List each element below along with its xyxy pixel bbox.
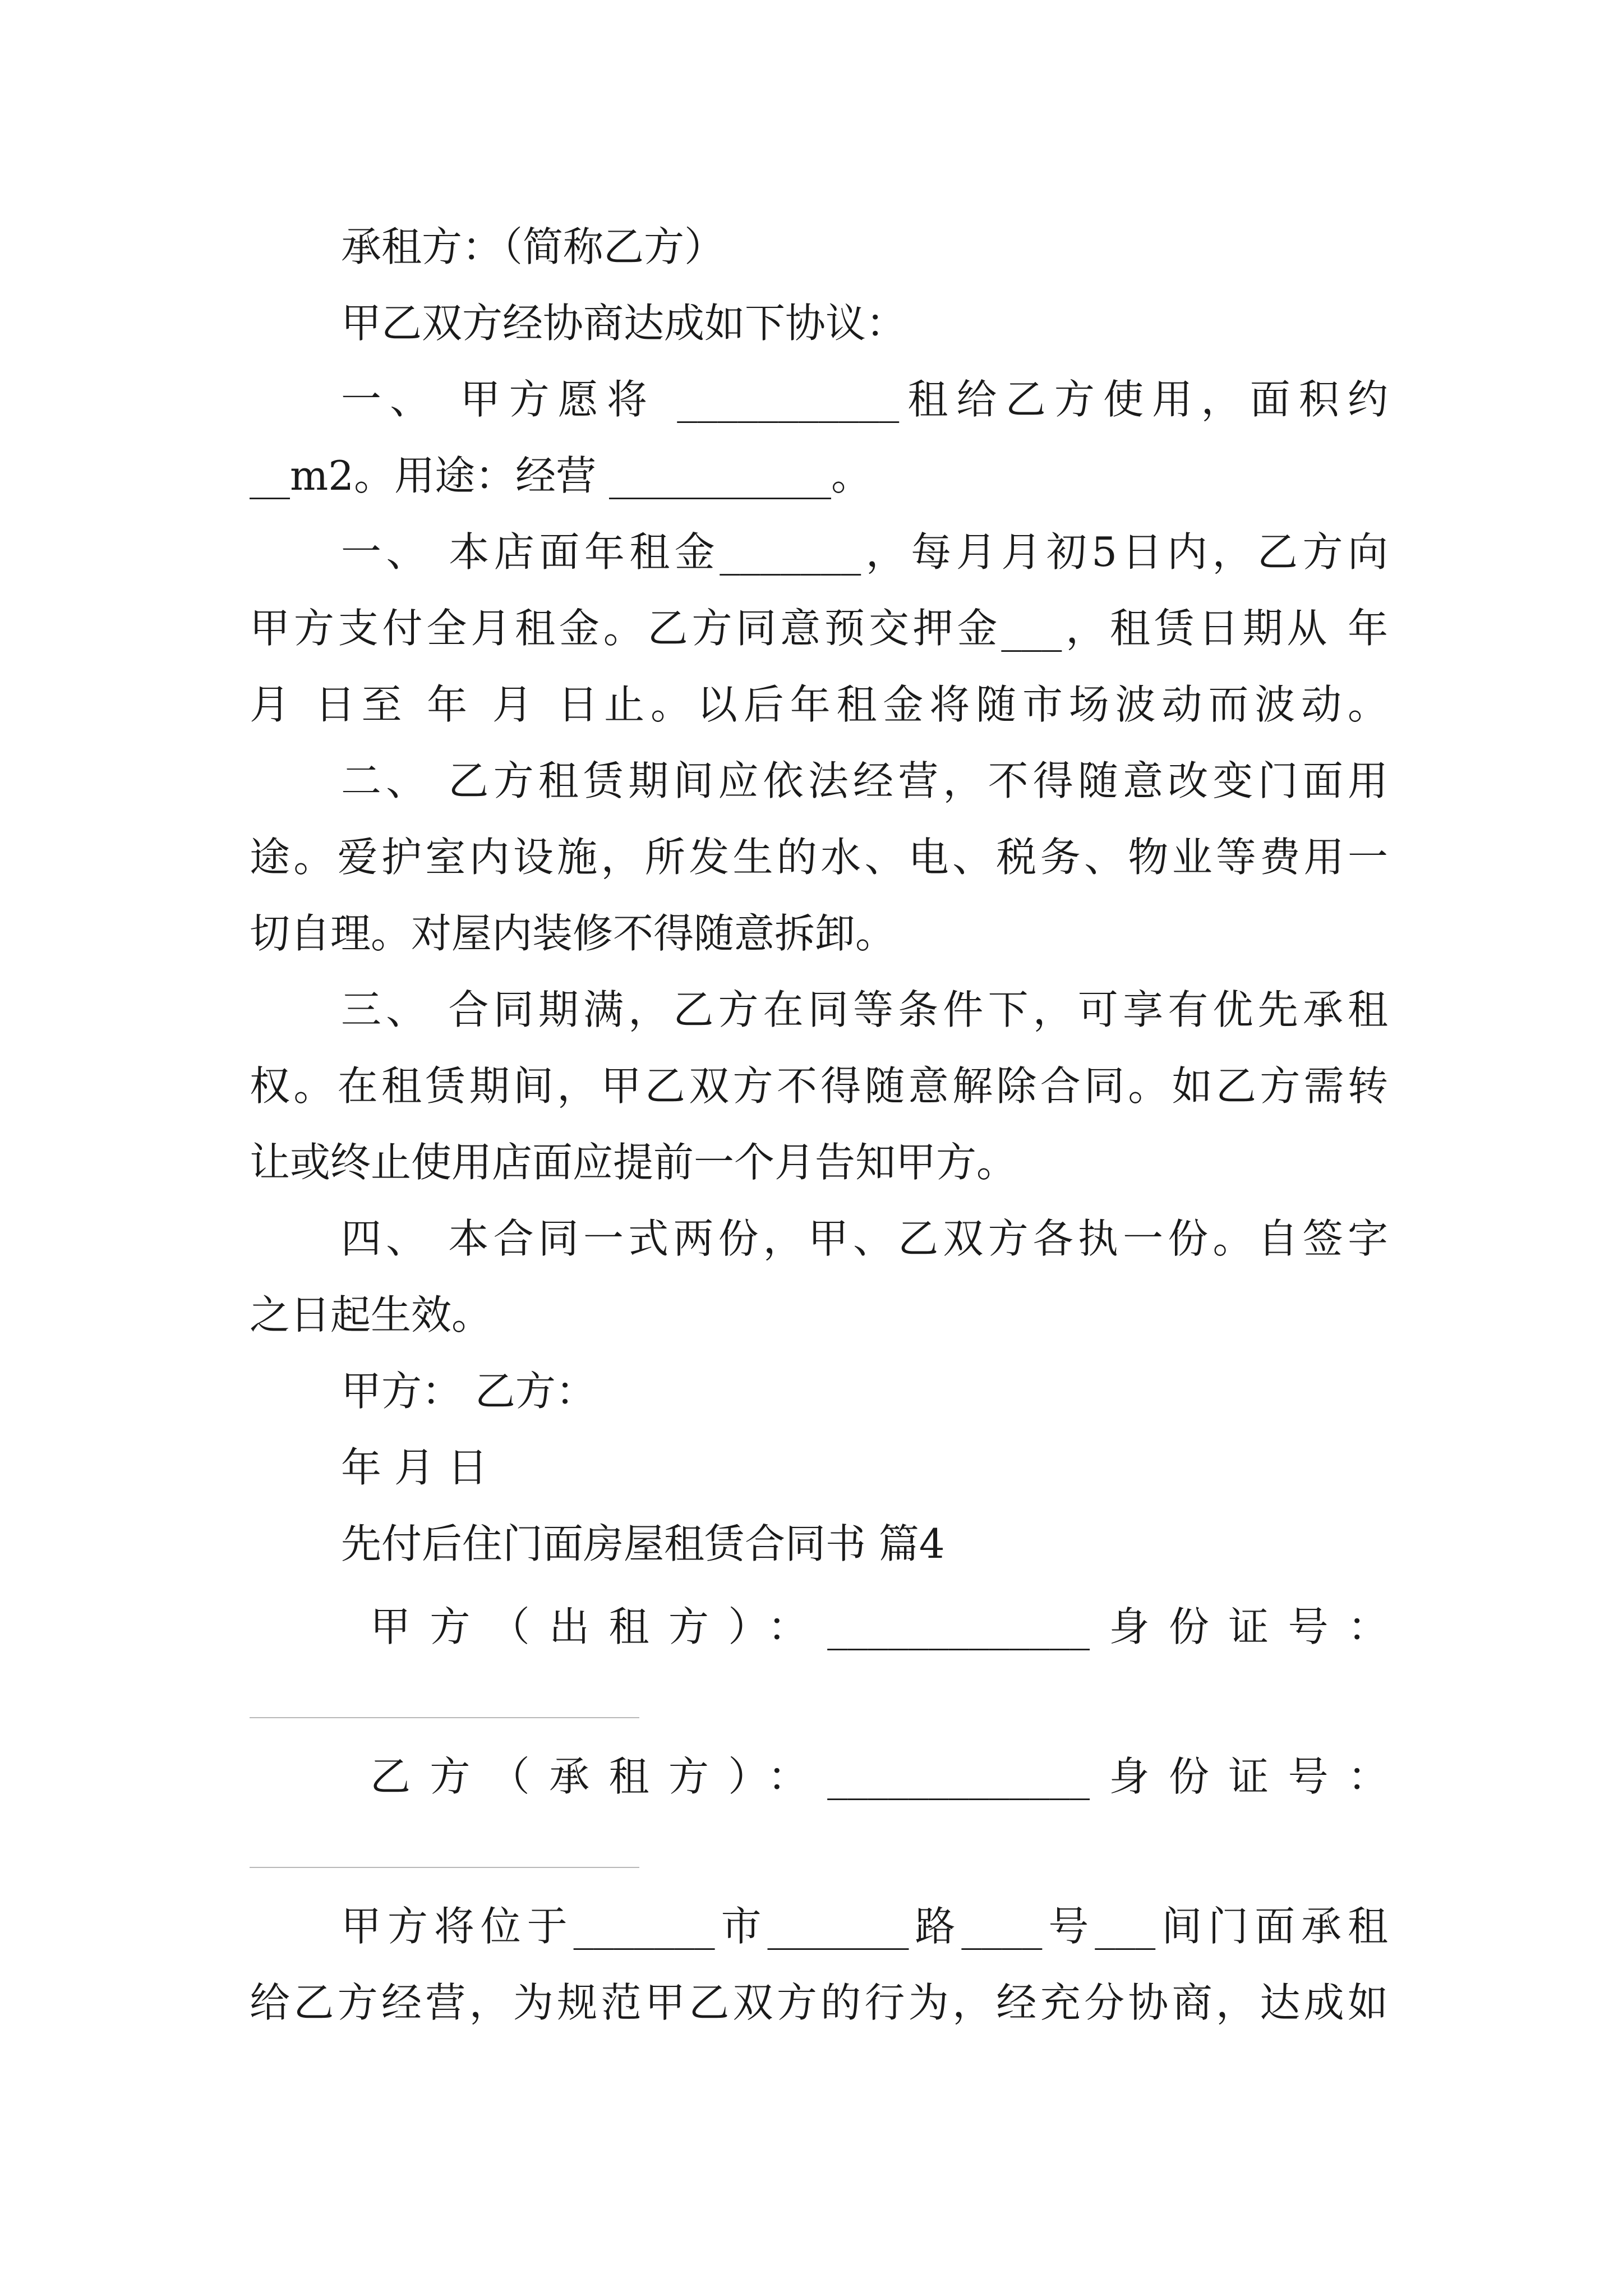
text-line: 一、 本店面年租金_______，每月月初5日内，乙方向 [341, 528, 1388, 576]
text-line: 承租方：（简称乙方） [341, 223, 725, 270]
signature-underline [250, 1867, 639, 1868]
text-line: 甲方（出租方）：_____________身份证号： [370, 1603, 1388, 1650]
text-line: 给乙方经营，为规范甲乙双方的行为，经充分协商，达成如 [250, 1979, 1388, 2026]
text-line: 甲方支付全月租金。乙方同意预交押金___，租赁日期从 年 [250, 605, 1388, 652]
text-line: 一、 甲方愿将 ___________租给乙方使用，面积约 [341, 376, 1388, 423]
signature-underline [250, 1717, 639, 1718]
text-line: 四、 本合同一式两份，甲、乙双方各执一份。自签字 [341, 1215, 1388, 1262]
text-line: 甲方： 乙方： [341, 1368, 596, 1415]
text-line: 让或终止使用店面应提前一个月告知甲方。 [250, 1139, 1017, 1186]
text-line: 切自理。对屋内装修不得随意拆卸。 [250, 910, 896, 957]
text-line: 三、 合同期满，乙方在同等条件下，可享有优先承租 [341, 986, 1388, 1033]
text-line: 二、 乙方租赁期间应依法经营，不得随意改变门面用 [341, 757, 1388, 804]
text-line: 途。爱护室内设施，所发生的水、电、税务、物业等费用一 [250, 834, 1388, 881]
text-line: 月 日至 年 月 日止。以后年租金将随市场波动而波动。 [250, 681, 1388, 728]
text-line: 年 月 日 [341, 1444, 488, 1491]
text-line: 权。在租赁期间，甲乙双方不得随意解除合同。如乙方需转 [250, 1062, 1388, 1110]
text-line: 甲方将位于_______市_______路____号___间门面承租 [341, 1903, 1388, 1950]
section-heading: 先付后住门面房屋租赁合同书 篇4 [341, 1520, 945, 1567]
text-line: 甲乙双方经协商达成如下协议： [341, 300, 907, 347]
text-line: 乙方（承租方）：_____________身份证号： [370, 1753, 1388, 1800]
text-line: __m2。用途：经营 ___________。 [250, 452, 872, 499]
text-line: 之日起生效。 [250, 1291, 492, 1338]
